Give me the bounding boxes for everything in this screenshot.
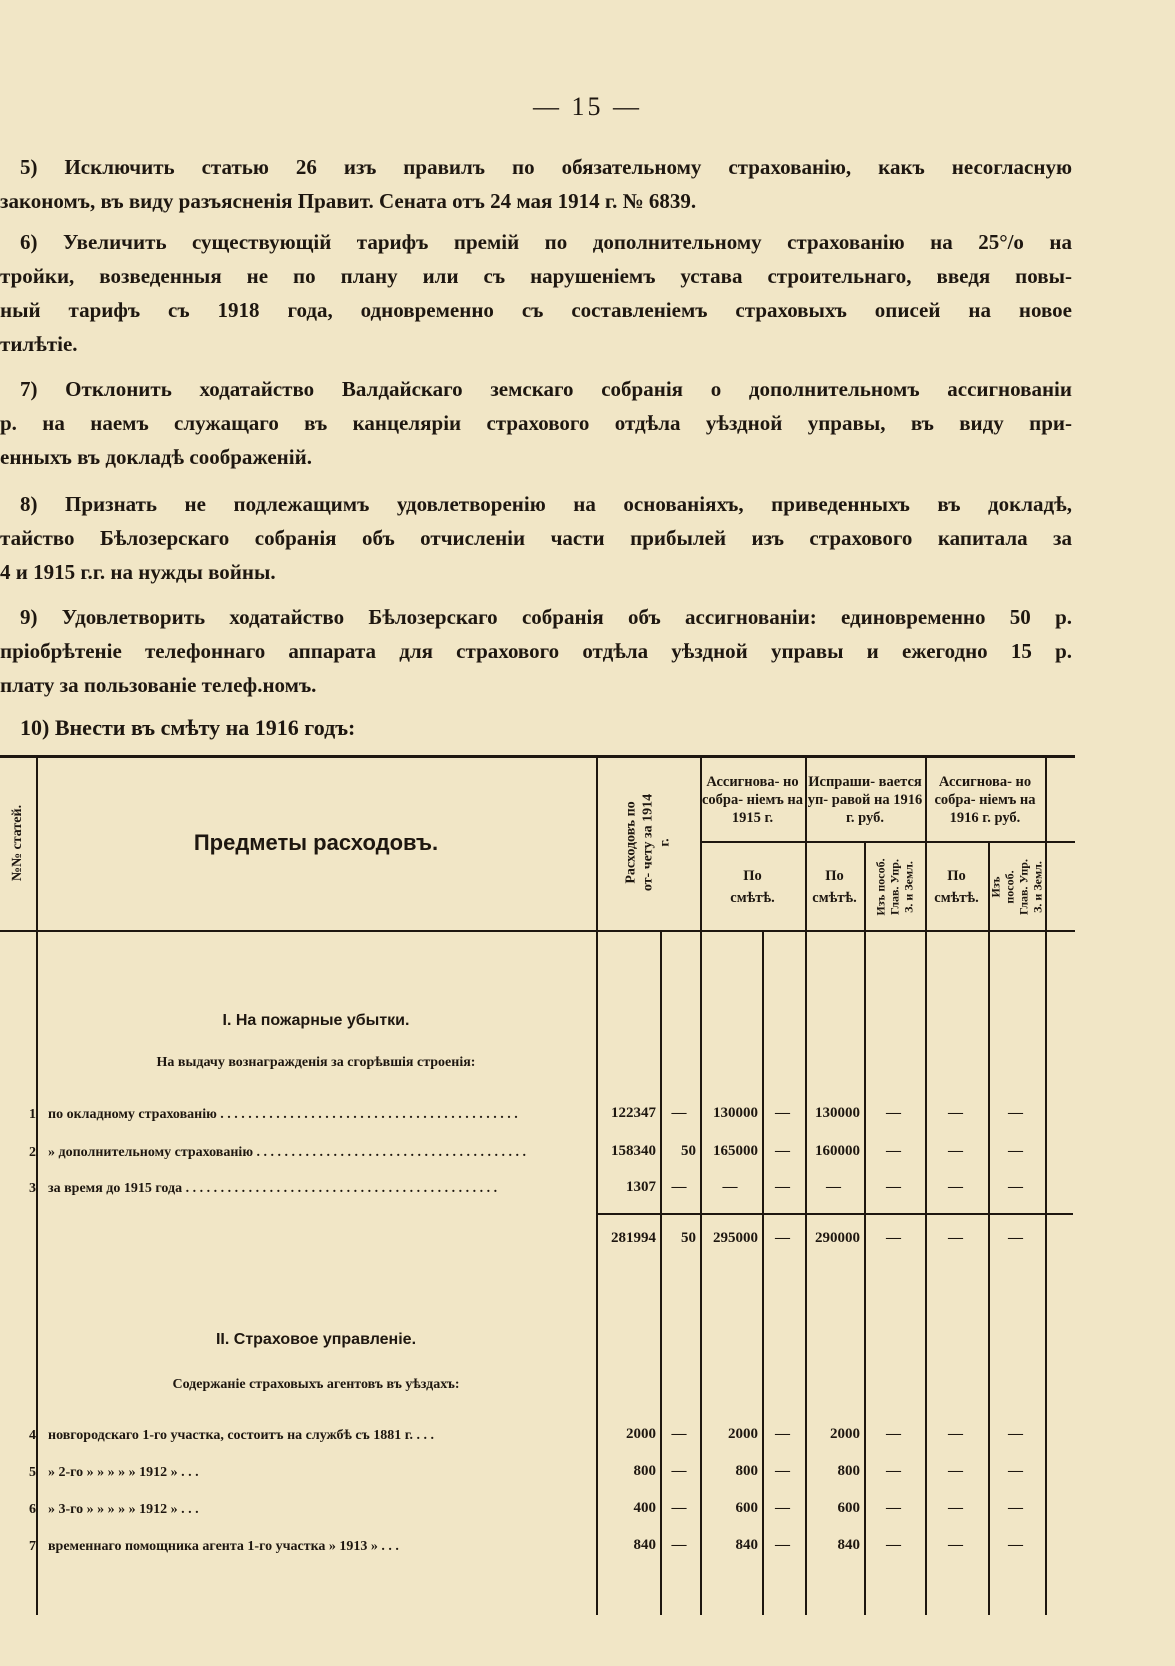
table-cell-rub-1914: 400 <box>633 1500 656 1516</box>
header-1916-iz-posob: Изъ пособ. Глав. Упр. З. и Земл. <box>873 857 916 916</box>
total-cell-smeta-1916: 290000 <box>815 1230 860 1246</box>
row-label: новгородскаго 1-го участка, состоитъ на службѣ съ 1881 г. . . . <box>48 1428 435 1443</box>
table-cell-posob-1915: — <box>775 1463 790 1479</box>
section-caption: Содержаніе страховыхъ агентовъ въ уѣздахъ: <box>172 1377 460 1392</box>
section-title-insurance-admin: II. Страховое управленіе. <box>215 1331 417 1348</box>
resolution-10: 10) Внести въ смѣту на 1916 годъ: <box>20 715 356 740</box>
section-title-fire-losses: I. На пожарные убытки. <box>222 1012 410 1029</box>
row-number: 3 <box>29 1181 36 1196</box>
paragraph-line: плату за пользованіе телеф.номъ. <box>0 673 317 697</box>
row-label: » 2-го » » » » » 1912 » . . . <box>48 1465 199 1480</box>
total-cell-rub-1914: 281994 <box>611 1230 656 1246</box>
table-cell-kop-1914: — <box>671 1426 687 1442</box>
table-cell-rub-1914: 800 <box>633 1463 656 1479</box>
table-cell-kop-1914: 50 <box>681 1143 696 1159</box>
total-rule <box>596 1213 1073 1215</box>
row-label: по окладному страхованію . . . . . . . . . . . . . . . . . . . . . . . . . . . . . . . . . . . . . . . . . . . <box>48 1107 518 1122</box>
table-cell-posob-1916: — <box>886 1500 901 1516</box>
table-cell-smeta-1915: 600 <box>735 1500 758 1516</box>
paragraph-line: тилѣтіе. <box>0 332 78 356</box>
paragraph-line: тройки, возведенныя не по плану или съ нарушеніемъ устава строительнаго, введя повы- <box>0 264 1072 288</box>
row-label: временнаго помощника агента 1-го участка » 1913 » . . . <box>48 1539 399 1554</box>
table-cell-smeta-1915: 2000 <box>728 1426 758 1442</box>
header-1915-po-smete: По смѣтѣ. <box>730 867 775 906</box>
paragraph-line: р. на наемъ служащаго въ канцеляріи страхового отдѣла уѣздной управы, въ виду при- <box>0 411 1072 435</box>
table-cell-smeta-1916: — <box>826 1179 841 1195</box>
table-cell-kop-1914: — <box>671 1463 687 1479</box>
row-label: » 3-го » » » » » 1912 » . . . <box>48 1502 199 1517</box>
resolution-8 <box>0 487 1072 589</box>
table-cell-posob-1916: — <box>886 1426 901 1442</box>
row-number: 2 <box>29 1145 36 1160</box>
header-article-number: №№ статей. <box>10 804 26 881</box>
table-cell-smeta-1915: 130000 <box>713 1105 758 1121</box>
table-cell-posob-1916: — <box>886 1143 901 1159</box>
table-cell-rub-1914: 840 <box>633 1537 656 1553</box>
row-number: 1 <box>29 1107 36 1122</box>
paragraph-line: 9) Удовлетворить ходатайство Бѣлозерскаго собранія объ ассигнованіи: единовременно 50 р. <box>20 605 1072 629</box>
table-cell-asg-posob: — <box>1008 1500 1023 1516</box>
table-cell-posob-1916: — <box>886 1179 901 1195</box>
paragraph-line: 6) Увеличить существующій тарифъ премій по дополнительному страхованію на 25°/о на <box>20 230 1072 254</box>
table-cell-smeta-1916: 800 <box>837 1463 860 1479</box>
table-cell-rub-1914: 1307 <box>626 1179 656 1195</box>
table-cell-asg-smeta: — <box>948 1143 963 1159</box>
table-cell-posob-1915: — <box>775 1105 790 1121</box>
total-cell-smeta-1915: 295000 <box>713 1230 758 1246</box>
table-cell-kop-1914: — <box>671 1500 687 1516</box>
table-cell-asg-smeta: — <box>948 1179 963 1195</box>
header-subject: Предметы расходовъ. <box>193 829 439 855</box>
header-actual-1914: Расходовъ по от- чету за 1914 г. <box>623 793 673 892</box>
table-cell-smeta-1916: 840 <box>837 1537 860 1553</box>
total-cell-asg-posob: — <box>1008 1230 1023 1246</box>
header-assigned-1916: Ассигнова- но собра- ніемъ на 1916 г. руб. <box>934 773 1036 826</box>
table-cell-posob-1916: — <box>886 1463 901 1479</box>
table-cell-posob-1916: — <box>886 1537 901 1553</box>
row-label: за время до 1915 года . . . . . . . . . . . . . . . . . . . . . . . . . . . . . . . . . . . . . . . . . . . . . <box>48 1181 498 1196</box>
table-cell-kop-1914: — <box>671 1105 687 1121</box>
table-cell-asg-posob: — <box>1008 1463 1023 1479</box>
header-1916-asg-iz-posob: Изъ пособ. Глав. Упр. З. и Земл. <box>988 858 1045 915</box>
table-cell-posob-1915: — <box>775 1179 790 1195</box>
resolution-6 <box>0 225 1072 361</box>
table-cell-smeta-1915: — <box>722 1179 738 1195</box>
paragraph-line: 5) Исключить статью 26 изъ правилъ по обязательному страхованію, какъ несогласную <box>20 155 1072 179</box>
col-rule <box>1045 755 1047 1615</box>
table-cell-kop-1914: — <box>671 1179 687 1195</box>
table-cell-posob-1915: — <box>775 1143 790 1159</box>
row-number: 4 <box>29 1428 36 1443</box>
table-cell-posob-1916: — <box>886 1105 901 1121</box>
paragraph-line: закономъ, въ виду разъясненія Правит. Сената отъ 24 мая 1914 г. № 6839. <box>0 189 697 213</box>
table-cell-posob-1915: — <box>775 1537 790 1553</box>
section-caption: На выдачу вознагражденія за сгорѣвшія строенія: <box>156 1055 476 1070</box>
row-number: 7 <box>29 1539 36 1554</box>
table-cell-asg-posob: — <box>1008 1105 1023 1121</box>
paragraph-line: 4 и 1915 г.г. на нужды войны. <box>0 560 276 584</box>
table-cell-smeta-1916: 2000 <box>830 1426 860 1442</box>
row-number: 6 <box>29 1502 36 1517</box>
paragraph-line: ный тарифъ съ 1918 года, одновременно съ составленіемъ страховыхъ описей на новое <box>0 298 1072 322</box>
table-cell-asg-posob: — <box>1008 1426 1023 1442</box>
table-cell-smeta-1916: 600 <box>837 1500 860 1516</box>
table-cell-smeta-1916: 130000 <box>815 1105 860 1121</box>
table-cell-asg-posob: — <box>1008 1179 1023 1195</box>
table-cell-rub-1914: 122347 <box>611 1105 656 1121</box>
row-number: 5 <box>29 1465 36 1480</box>
total-cell-asg-smeta: — <box>948 1230 963 1246</box>
table-cell-asg-smeta: — <box>948 1426 963 1442</box>
table-cell-rub-1914: 158340 <box>611 1143 656 1159</box>
paragraph-line: тайство Бѣлозерскаго собранія объ отчисленіи части прибылей изъ страхового капитала за <box>0 526 1072 550</box>
table-cell-asg-posob: — <box>1008 1143 1023 1159</box>
row-label: » дополнительному страхованію . . . . . . . . . . . . . . . . . . . . . . . . . . . . . . . . . . . . . . . <box>48 1145 527 1160</box>
header-1916-po-smete: По смѣтѣ. <box>812 867 857 906</box>
paragraph-line: енныхъ въ докладѣ соображеній. <box>0 445 312 469</box>
header-bottom-rule <box>0 930 1075 932</box>
table-cell-smeta-1916: 160000 <box>815 1143 860 1159</box>
page-number: — 15 — <box>533 92 642 121</box>
total-cell-posob-1916: — <box>886 1230 901 1246</box>
table-cell-asg-smeta: — <box>948 1463 963 1479</box>
header-requested-1916: Испраши- вается уп- равой на 1916 г. руб. <box>807 773 923 826</box>
table-cell-smeta-1915: 800 <box>735 1463 758 1479</box>
table-cell-kop-1914: — <box>671 1537 687 1553</box>
table-cell-smeta-1915: 165000 <box>713 1143 758 1159</box>
paragraph-line: 7) Отклонить ходатайство Валдайскаго земскаго собранія о дополнительномъ ассигнованіи <box>20 377 1072 401</box>
table-cell-smeta-1915: 840 <box>735 1537 758 1553</box>
resolution-7 <box>0 372 1072 474</box>
header-1916-asg-po-smete: По смѣтѣ. <box>934 867 979 906</box>
table-cell-asg-smeta: — <box>948 1537 963 1553</box>
table-cell-posob-1915: — <box>775 1500 790 1516</box>
resolution-9 <box>0 600 1072 702</box>
total-cell-kop-1914: 50 <box>681 1230 696 1246</box>
expense-table <box>0 755 1075 1615</box>
header-assigned-1915: Ассигнова- но собра- ніемъ на 1915 г. <box>701 773 804 826</box>
total-cell-posob-1915: — <box>775 1230 790 1246</box>
resolution-5 <box>0 150 1072 218</box>
table-cell-rub-1914: 2000 <box>626 1426 656 1442</box>
table-cell-asg-smeta: — <box>948 1105 963 1121</box>
paragraph-line: пріобрѣтеніе телефоннаго аппарата для страхового отдѣла уѣздной управы и ежегодно 15 р. <box>0 639 1072 663</box>
table-cell-posob-1915: — <box>775 1426 790 1442</box>
table-cell-asg-posob: — <box>1008 1537 1023 1553</box>
table-cell-asg-smeta: — <box>948 1500 963 1516</box>
paragraph-line: 8) Признать не подлежащимъ удовлетворенію на основаніяхъ, приведенныхъ въ докладѣ, <box>20 492 1072 516</box>
